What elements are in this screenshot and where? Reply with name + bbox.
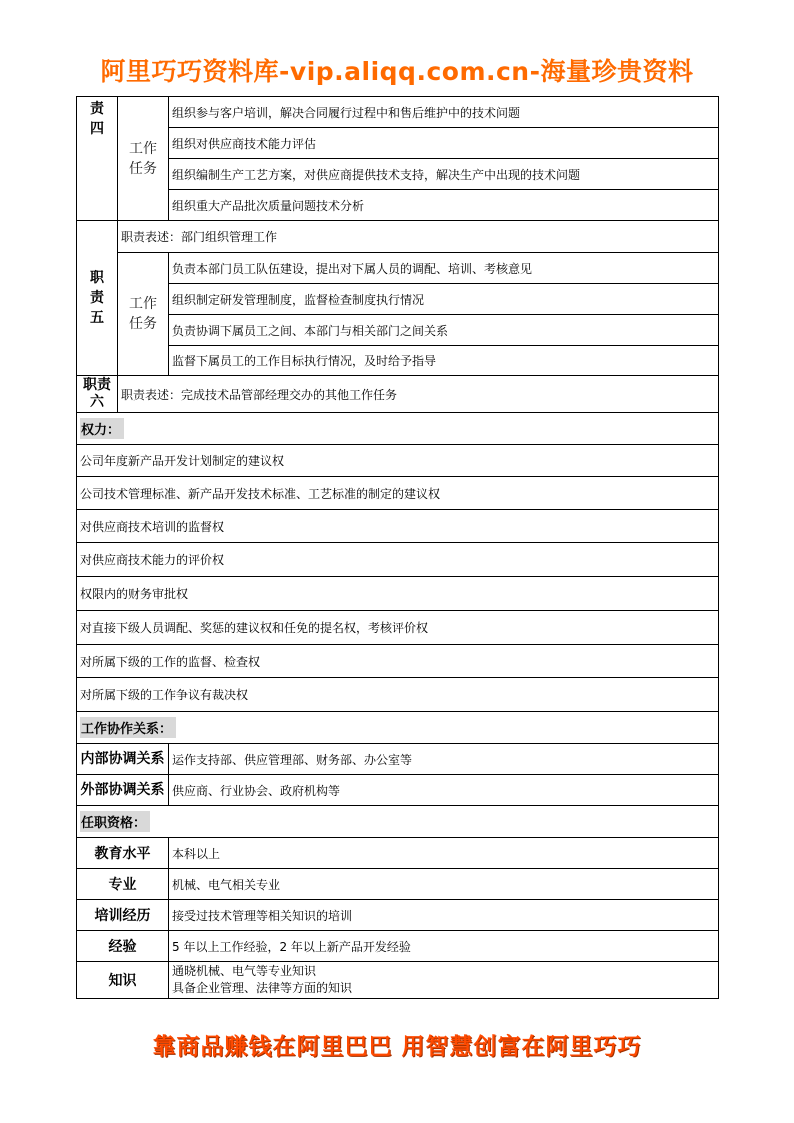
duty4-task-3: 组织编制生产工艺方案，对供应商提供技术支持，解决生产中出现的技术问题 — [168, 158, 719, 190]
duty4-label: 责 四 — [76, 96, 118, 221]
knowledge-value — [168, 961, 719, 999]
authority-item-3: 对供应商技术培训的监督权 — [76, 509, 719, 543]
experience-value: 5 年以上工作经验，2 年以上新产品开发经验 — [168, 930, 719, 962]
authority-item-7: 对所属下级的工作的监督、检查权 — [76, 644, 719, 678]
internal-coordination-label: 内部协调关系 — [76, 743, 169, 775]
duty6-label: 职责 六 — [76, 375, 118, 413]
major-value: 机械、电气相关专业 — [168, 868, 719, 900]
duty6-statement: 职责表述：完成技术品管部经理交办的其他工作任务 — [117, 375, 719, 413]
cooperation-title-text: 工作协作关系： — [80, 717, 176, 738]
internal-coordination-value: 运作支持部、供应管理部、财务部、办公室等 — [168, 743, 719, 775]
duty4-task-label: 工作 任务 — [117, 96, 169, 221]
duty5-task-2: 组织制定研发管理制度，监督检查制度执行情况 — [168, 283, 719, 315]
authority-item-8: 对所属下级的工作争议有裁决权 — [76, 677, 719, 712]
header-banner: 阿里巧巧资料库-vip.aliqq.com.cn-海量珍贵资料 — [100, 57, 694, 86]
duty5-statement: 职责表述：部门组织管理工作 — [117, 220, 719, 253]
authority-item-2: 公司技术管理标准、新产品开发技术标准、工艺标准的制定的建议权 — [76, 476, 719, 510]
authority-title-text: 权力： — [80, 418, 124, 439]
footer-banner: 靠商品赚钱在阿里巴巴 用智慧创富在阿里巧巧 — [152, 1034, 642, 1060]
authority-item-5: 权限内的财务审批权 — [76, 576, 719, 611]
major-label: 专业 — [76, 868, 169, 900]
knowledge-line-1: 通晓机械、电气等专业知识 — [172, 964, 317, 978]
qualification-section-title — [76, 805, 719, 838]
authority-section-title — [76, 412, 719, 445]
cooperation-section-title — [76, 711, 719, 744]
education-value: 本科以上 — [168, 837, 719, 869]
external-coordination-value: 供应商、行业协会、政府机构等 — [168, 774, 719, 806]
training-label: 培训经历 — [76, 899, 169, 931]
education-label: 教育水平 — [76, 837, 169, 869]
duty5-task-4: 监督下属员工的工作目标执行情况，及时给予指导 — [168, 345, 719, 376]
external-coordination-label: 外部协调关系 — [76, 774, 169, 806]
knowledge-label: 知识 — [76, 961, 169, 999]
authority-item-1: 公司年度新产品开发计划制定的建议权 — [76, 444, 719, 477]
duty5-task-1: 负责本部门员工队伍建设，提出对下属人员的调配、培训、考核意见 — [168, 252, 719, 284]
training-value: 接受过技术管理等相关知识的培训 — [168, 899, 719, 931]
duty4-task-2: 组织对供应商技术能力评估 — [168, 127, 719, 159]
duty4-task-1: 组织参与客户培训，解决合同履行过程中和售后维护中的技术问题 — [168, 96, 719, 128]
experience-label: 经验 — [76, 930, 169, 962]
duty5-label: 职 责 五 — [76, 220, 118, 376]
duty5-task-label: 工作 任务 — [117, 252, 169, 376]
qualification-title-text: 任职资格： — [80, 811, 150, 832]
knowledge-line-2: 具备企业管理、法律等方面的知识 — [172, 981, 353, 995]
duty5-task-3: 负责协调下属员工之间、本部门与相关部门之间关系 — [168, 314, 719, 346]
authority-item-6: 对直接下级人员调配、奖惩的建议权和任免的提名权，考核评价权 — [76, 610, 719, 645]
duty4-task-4: 组织重大产品批次质量问题技术分析 — [168, 189, 719, 221]
authority-item-4: 对供应商技术能力的评价权 — [76, 542, 719, 577]
